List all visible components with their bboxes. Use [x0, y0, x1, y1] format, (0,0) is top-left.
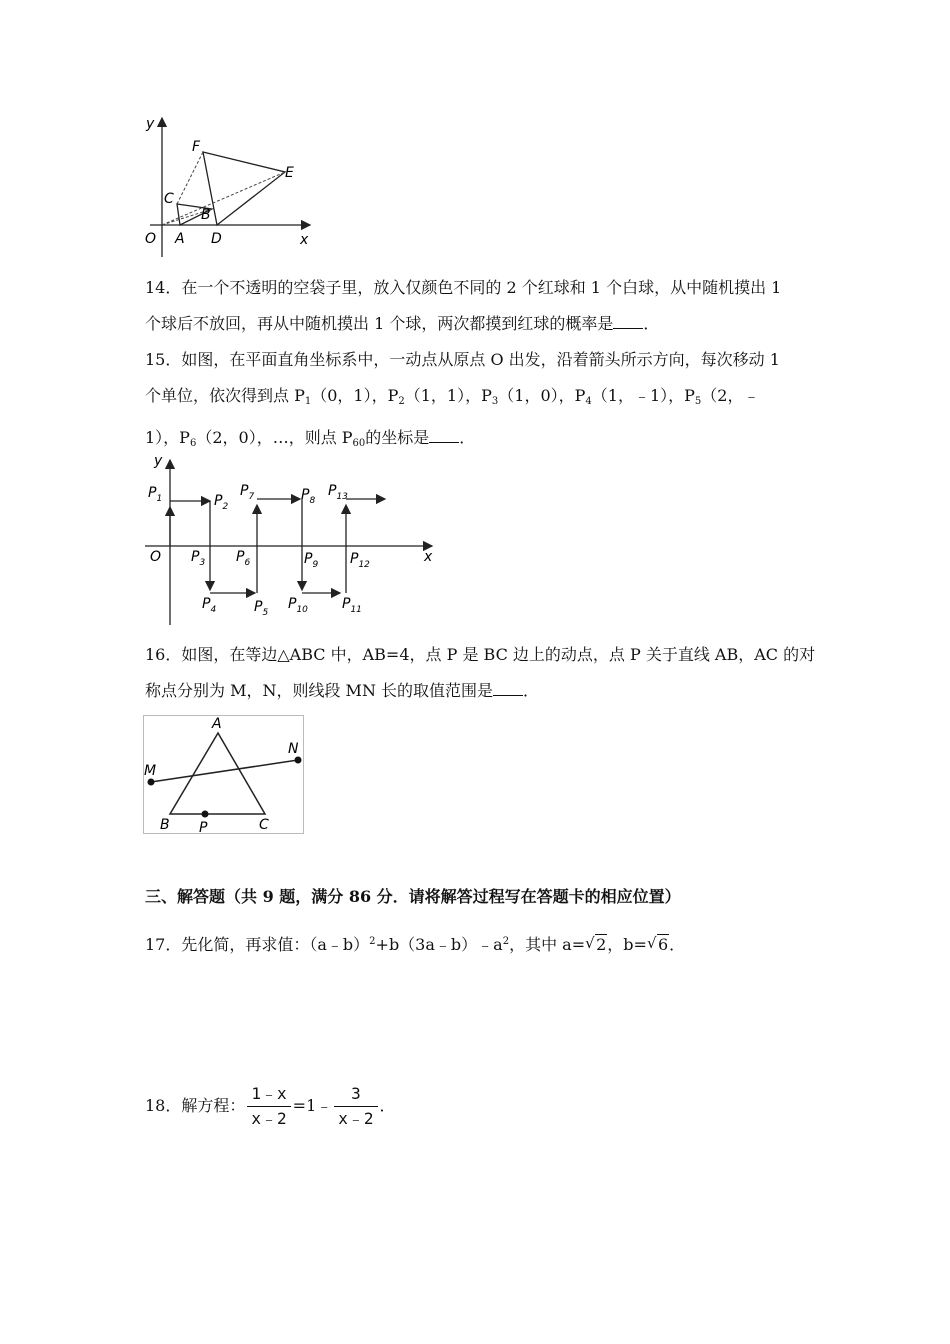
label-y: y	[146, 116, 155, 132]
q14-line1: 14．在一个不透明的空袋子里，放入仅颜色不同的 2 个红球和 1 个白球，从中随机摸出 1	[145, 278, 782, 297]
label-m: M	[144, 763, 157, 779]
section-heading: 三、解答题（共 9 题，满分 86 分．请将解答过程写在答题卡的相应位置）	[145, 887, 681, 906]
label-x: x	[424, 549, 433, 565]
label-o: O	[150, 549, 162, 565]
quad-def	[203, 152, 285, 225]
label-p8: $P_8$	[301, 487, 316, 506]
label-b: B	[201, 207, 211, 223]
point-n	[295, 757, 302, 764]
label-p11: $P_{11}$	[342, 596, 362, 615]
question-14	[145, 270, 835, 342]
fraction-1: $\frac{1﹣x}{x﹣2}$	[247, 1082, 290, 1131]
q15-line2: 个单位，依次得到点 $P_1(0$，1），$P_2(1$，1），$P_3(1$，0），$P_4(1$，﹣1），$P_5(2$，﹣	[145, 386, 760, 407]
label-c: C	[164, 191, 174, 207]
label-f: F	[192, 139, 201, 155]
figure-quadrilateral	[140, 112, 315, 262]
dashed-cf	[177, 152, 203, 204]
label-p1: $P_1$	[148, 485, 163, 504]
q15-line3: 1），$P_6(2$，0），…，则点 $P_{60}$的坐标是 ．	[145, 428, 476, 449]
answer-blank	[493, 681, 523, 696]
segment-mn	[151, 760, 298, 782]
q16-line1: 16．如图，在等边△ABC 中，AB=4，点 P 是 BC 边上的动点，点 P 关于直线 AB，AC 的对	[145, 645, 816, 664]
label-p7: $P_7$	[240, 483, 255, 502]
label-p2: $P_2$	[214, 493, 229, 512]
label-p6: $P_6$	[236, 549, 251, 568]
label-p13: $P_{13}$	[328, 483, 348, 502]
label-p4: $P_4$	[202, 596, 217, 615]
label-o: O	[145, 231, 157, 247]
answer-blank	[429, 428, 459, 443]
triangle-abc	[170, 733, 265, 814]
label-p12: $P_{12}$	[350, 551, 370, 570]
question-15	[145, 342, 835, 462]
question-16	[145, 637, 835, 709]
label-b: B	[160, 817, 170, 833]
dashed-oe	[162, 172, 285, 225]
sqrt-6: √ 6	[646, 934, 669, 954]
q16-line2: 称点分别为 M，N，则线段 MN 长的取值范围是 ．	[145, 681, 540, 700]
label-d: D	[211, 231, 222, 247]
label-c: C	[259, 817, 269, 833]
label-y: y	[154, 455, 163, 469]
label-p3: $P_3$	[191, 549, 206, 568]
question-18: 18．解方程： $\frac{1﹣x}{x﹣2}$ =1﹣ $\frac{3}{x﹣2}$ ．	[145, 1082, 835, 1131]
fraction-2: $\frac{3}{x﹣2}$	[334, 1082, 377, 1131]
label-e: E	[285, 165, 294, 181]
label-x: x	[300, 232, 309, 248]
label-n: N	[288, 741, 299, 757]
answer-blank	[613, 314, 643, 329]
sqrt-2: √ 2	[585, 934, 607, 954]
label-p5: $P_5$	[254, 599, 269, 618]
point-p	[202, 811, 209, 818]
q14-line2: 个球后不放回，再从中随机摸出 1 个球，两次都摸到红球的概率是 ．	[145, 314, 660, 333]
label-a: A	[212, 716, 222, 732]
point-m	[148, 779, 155, 786]
figure-path-points	[140, 455, 440, 630]
label-a: A	[175, 231, 185, 247]
question-17: 17．先化简，再求值：$(a﹣b)^2+b(3a﹣b)﹣a^2$，其中 a= √ 2，b= √ 6．	[145, 924, 835, 963]
q15-line1: 15．如图，在平面直角坐标系中，一动点从原点 O 出发，沿着箭头所示方向，每次移动 1	[145, 350, 780, 369]
figure-triangle	[143, 715, 305, 835]
label-p: P	[199, 820, 208, 835]
label-p9: $P_9$	[304, 551, 319, 570]
label-p10: $P_{10}$	[288, 596, 308, 615]
